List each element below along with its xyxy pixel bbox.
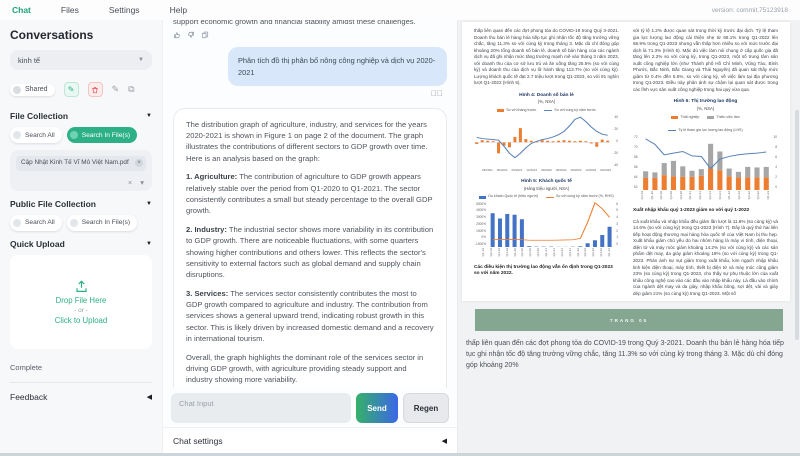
fig6-y-axis-right: 10 8 6 4 2 0 (773, 135, 777, 190)
selected-file-chip[interactable] (16, 156, 146, 171)
fig5-y-axis-left: 5000% 4000% 3000% 2000% 1000% 0% -1000% (475, 201, 486, 246)
fig5-y-axis-right: 6 5 4 3 2 1 0 (616, 201, 618, 246)
fig5-title: Hình 5: Khách quốc tế (521, 178, 572, 184)
ai-section-text: The contribution of agriculture to GDP growth appears relatively stable over the period from Q1-2020 to Q1-2021. The sector consistently contributes a small but steady percentage to the overall GDP growth. (186, 172, 433, 216)
legend-label: Du khách Quốc tế (triệu người) (488, 194, 539, 199)
fig5-legend (474, 194, 619, 199)
ai-section-lead: 3. Services: (186, 288, 229, 298)
legend-label: So với cùng kỳ năm trước (%, RHS) (556, 194, 614, 199)
ai-section-lead: 2. Industry: (186, 224, 227, 234)
public-file-collection-toggles (10, 215, 152, 231)
toggle-knob (13, 86, 21, 94)
regen-button[interactable]: Regen (403, 393, 449, 423)
trash-icon (91, 86, 99, 94)
quick-upload-title: Quick Upload (10, 238, 65, 249)
feedback-section[interactable] (10, 392, 152, 402)
search-in-files-label: Search In File(s) (81, 131, 131, 139)
pdf-column-right (633, 28, 778, 297)
fig6-subtitle: (%, NSA) (696, 105, 715, 111)
delete-conversation-button[interactable] (88, 82, 103, 97)
collapse-triangle-icon: ▼ (146, 113, 152, 119)
nav-tab-settings[interactable]: Settings (108, 5, 140, 15)
version-label: version: commit.75123918 (711, 6, 788, 14)
file-collection-title: File Collection (10, 111, 69, 121)
legend-swatch (546, 197, 554, 198)
chat-message-list[interactable] (163, 20, 457, 388)
user-message (173, 47, 447, 97)
fig4-x-axis: 03/2021 06/2021 09/2021 12/2021 03/2022 06/2022 09/2022 12/2022 03/2023 (482, 168, 611, 173)
quick-upload-header[interactable] (10, 239, 152, 249)
fig4-chart (474, 115, 610, 167)
collapse-triangle-icon: ▼ (146, 240, 152, 247)
fig6-y-axis-left: 72 70 68 66 64 62 (634, 135, 638, 190)
message-actions (173, 31, 447, 39)
ai-section-text: The industrial sector shows more variability in its contribution to GDP growth. There are noticeable fluctuations, with some quarters showing higher contributions and others lower. This reflects the sector's sensitivity to external factors such as global demand and supply chain disruptions. (186, 224, 434, 280)
divider (10, 382, 152, 383)
conversation-select[interactable] (10, 50, 152, 70)
public-search-all-toggle[interactable] (10, 215, 62, 231)
pdf-paragraph: với tỷ lệ 1.2% được quan sát trong thời kỳ trước đại dịch. Tỷ lệ tham gia lực lượng lao động cải thiện nhẹ từ 68.1% trong Q1-2022 lên 68.9% trong Q1-2023 nhưng vẫn thấp hơn nhiều so với mức trước đại dịch là 71.3% (Hình 6). Mặc dù việc làm nói chung ở cấp quốc gia đã tăng lên 2.2% so với cùng kỳ, trong Q1-2023, một số trung tâm sản xuất công nghiệp lớn (như Thành phố Hồ Chí Minh, Vũng Tàu, Bình Phước, Bắc Ninh, Bắc Giang và Thái Nguyên) đã quan sát thấy mức giảm từ 0.4% đến 5.5%, so với cùng kỳ, về việc làm tại địa phương trong Q1-2023. Điều này phản ánh sự chậm lại quan sát được trong các lĩnh vực sản xuất công nghiệp trong hai quý vừa qua. (633, 28, 778, 92)
fig5-subtitle: (Hàng triệu người, NSA) (523, 185, 570, 191)
ai-paragraph (186, 288, 434, 345)
ai-paragraph: Overall, the graph highlights the dominant role of the services sector in driving GDP growth, with agriculture providing steady support and industry showing more variability. (186, 352, 424, 385)
pdf-caption: Các điều kiện thị trường lao động vẫn ổn định trong Q1-2023 so với năm 2022. (474, 264, 613, 277)
ai-section-text: The services sector consistently contributes the most to GDP growth compared to agriculture and industry. The contribution from services shows a general upward trend, indicating robust growth in this sector. This is likely driven by increased domestic demand and a recovery in international tourism. (186, 288, 434, 344)
public-search-in-files-label: Search In File(s) (81, 219, 131, 227)
legend-label: So với tháng trước (506, 108, 537, 113)
chat-input-row (163, 388, 457, 427)
public-search-all-label: Search All (25, 219, 55, 227)
edit-icon[interactable]: ✎ (111, 84, 120, 94)
dropdown-caret-icon[interactable]: ▾ (140, 177, 144, 187)
nav-tab-help[interactable]: Help (169, 5, 188, 15)
pdf-subheading: Xuất nhập khẩu quý 1-2023 giảm so với quý 1-2022 (633, 208, 750, 214)
search-all-toggle[interactable] (10, 127, 62, 143)
collapse-triangle-icon: ▼ (146, 200, 152, 207)
feedback-label: Feedback (10, 391, 48, 402)
chevron-down-icon: ▼ (138, 57, 144, 63)
pdf-scrollbar[interactable] (795, 110, 799, 340)
top-navbar (0, 0, 800, 20)
remove-file-icon[interactable]: × (135, 159, 143, 167)
edit-message-icon[interactable]: ✎⃞ (431, 88, 443, 98)
legend-label: So với cùng kỳ năm trước (554, 108, 596, 113)
duplicate-icon[interactable]: ⧉ (128, 84, 135, 94)
fig6-legend (633, 115, 778, 133)
drop-file-here-label: Drop File Here (55, 295, 107, 305)
fig6-x-axis: Q4-19 Q1-20 Q2-20 Q3-20 Q4-20 Q1-21 Q2-21 Q3-21 Q4-21 Q1-22 Q2-22 Q3-22 Q4-22 Q1-23 (640, 191, 770, 200)
chat-input[interactable] (171, 393, 351, 423)
legend-swatch (671, 116, 678, 119)
send-button[interactable]: Send (356, 393, 398, 423)
copy-icon[interactable] (201, 31, 209, 39)
chat-settings-label: Chat settings (173, 435, 223, 446)
toggle-dot (13, 131, 21, 139)
fig4-title: Hình 4: Doanh số bán lẻ (519, 92, 574, 98)
file-select-box[interactable] (10, 150, 152, 191)
search-in-files-toggle[interactable] (67, 127, 137, 143)
pdf-paragraph: thấp liên quan đến các đợt phong tỏa do COVID-19 trong Quý 3-2021. Doanh thu bán lẻ hàng hóa tiếp tục ghi nhận tốc độ tăng trưởng vững chắc, tăng 11.3% so với cùng kỳ trong tháng 3. Mặc dù chỉ đóng góp khoảng 20% tổng doanh số bán lẻ, doanh số bán hàng của các ngành dịch vụ đã ghi nhận mức tăng trưởng mạnh mẽ vào tháng 3 năm 2023, với doanh thu của cơ sở lưu trú và ăn uống tăng 25.5% (so với cùng kỳ) và doanh thu của dịch vụ lữ hành tăng 113.7% (so với cùng kỳ). Lượng khách quốc tế đạt 2.7 triệu lượt trong Q1-2023, so với 91 nghìn lượt Q1-2022 (Hình 5). (474, 28, 619, 86)
previous-ai-message-tail: support economic growth and financial stability amidst these challenges. (173, 20, 416, 26)
legend-label: Tỷ lệ tham gia lực lượng lao động (LHS) (678, 128, 743, 132)
selected-file-name: Cập Nhật Kinh Tế Vĩ Mô Việt Nam.pdf (21, 159, 129, 166)
thumbs-up-icon[interactable] (173, 31, 181, 39)
legend-swatch (707, 116, 714, 119)
shared-toggle[interactable] (10, 84, 55, 96)
ai-message-card (173, 108, 447, 388)
legend-swatch (668, 130, 676, 131)
clear-selection-icon[interactable]: × (127, 177, 133, 187)
pdf-paragraph: Cả xuất khẩu và nhập khẩu đều giảm lần lượt là 11.8% (so cùng kỳ) và 14.6% (so với cùng kỳ) trong Q1-2023 (Hình 7). Đây là quý thứ hai liên tiếp hoạt động thương mại hàng hóa quốc tế của Việt Nam bị thu hẹp. Xuất khẩu giảm chủ yếu do hai nhóm hàng là máy vi tính, điện thoại, điện tử và máy móc giảm khoảng 14.2% (so với cùng kỳ) và các sản phẩm dệt may, da giày giảm khoảng 18% (so với cùng kỳ) trong Q1-2023. Phản ánh sự sụt giảm trong xuất khẩu, kim ngạch nhập khẩu linh kiện điện thoại, máy tính, thiết bị điện tử và máy móc cũng giảm 23% (so cùng kỳ) trong Q1-2023, cho thấy sự phụ thuộc lớn của xuất khẩu công nghệ cao vào các đầu vào nhập khẩu này. Là đầu vào chính của ngành dệt may và da giày, nhập khẩu bông, sợi dệt, vải và giày dép giảm 21% (so cùng kỳ) trong Q1-2023. Một số (633, 218, 778, 296)
legend-swatch (544, 110, 552, 111)
toggle-dot (70, 131, 78, 139)
conversations-title: Conversations (10, 28, 94, 42)
conversation-actions (10, 82, 152, 97)
nav-tab-chat[interactable]: Chat (12, 5, 31, 15)
pdf-page-footer (475, 309, 783, 331)
status-text: Complete (10, 362, 43, 372)
fig5-chart (489, 202, 613, 247)
fig6-title: Hình 6: Thị trường lao động (673, 99, 738, 105)
chat-panel (162, 20, 458, 453)
pdf-column-left (474, 28, 619, 297)
public-file-collection-header[interactable] (10, 199, 152, 209)
ai-section-lead: 1. Agriculture: (186, 172, 238, 182)
fig6-chart (641, 135, 771, 190)
legend-swatch (497, 109, 504, 112)
user-message-bubble: Phân tích đồ thị phân bố nông công nghiệp và dịch vụ 2020-2021 (228, 47, 447, 85)
file-dropzone[interactable] (10, 255, 152, 349)
page-number-label: TRANG 05 (609, 317, 649, 323)
file-collection-header[interactable] (10, 111, 152, 121)
shared-label: Shared (25, 86, 48, 93)
pdf-page (462, 22, 790, 301)
rename-conversation-button[interactable]: ✎ (64, 82, 79, 97)
click-to-upload-label: Click to Upload (54, 315, 108, 325)
conversation-selected-label: kinh tế (18, 55, 41, 65)
file-collection-toggles (10, 127, 152, 143)
triangle-left-icon: ◀ (146, 393, 152, 401)
search-all-label: Search All (25, 131, 55, 139)
toggle-dot (70, 219, 78, 227)
legend-label: Thiếu việc làm (716, 114, 740, 119)
sidebar (0, 20, 162, 453)
ai-paragraph (186, 171, 434, 217)
triangle-left-icon: ◀ (441, 437, 447, 445)
fig5-x-axis: Q1-19 Q2-19 Q3-19 Q4-19 Q1-20 Q2-20 Q3-20 Q4-20 Q1-21 Q2-21 Q3-21 Q4-21 Q1-22 Q2-22 Q3-22 Q4-22 Q1-23 (481, 247, 611, 256)
ai-paragraph: The distribution graph of agriculture, industry, and services for the years 2020-2021 is shown in Figure 1 on page 2 of the document. The graph illustrates the contributions of different sectors to GDP growth over time. Here is an analysis based on the graph: (186, 119, 428, 163)
ai-paragraph (186, 224, 434, 281)
pdf-extract-text: thấp liên quan đến các đợt phong tỏa do COVID-19 trong Quý 3-2021. Doanh thu bán lẻ hàng hóa tiếp tục ghi nhận tốc độ tăng trưởng vững chắc, tăng 11.3% so với cùng kỳ trong tháng 3. Mặc dù chỉ đóng góp khoảng 20% (466, 340, 784, 369)
fig4-subtitle: (%, NSA) (537, 99, 556, 105)
public-search-in-files-toggle[interactable] (67, 215, 137, 231)
legend-swatch (479, 196, 486, 199)
thumbs-down-icon[interactable] (187, 31, 195, 39)
fig4-legend (474, 108, 619, 113)
fig4-y-axis: 40 20 0 -20 -40 (613, 115, 618, 167)
nav-tab-files[interactable]: Files (60, 5, 79, 15)
public-file-collection-title: Public File Collection (10, 198, 96, 209)
toggle-dot (13, 219, 21, 227)
or-label: - or - (74, 306, 88, 314)
upload-icon (74, 279, 89, 294)
chat-settings-bar[interactable] (163, 427, 457, 453)
legend-label: Thất nghiệp (680, 114, 700, 119)
pdf-viewer-panel (458, 20, 800, 453)
